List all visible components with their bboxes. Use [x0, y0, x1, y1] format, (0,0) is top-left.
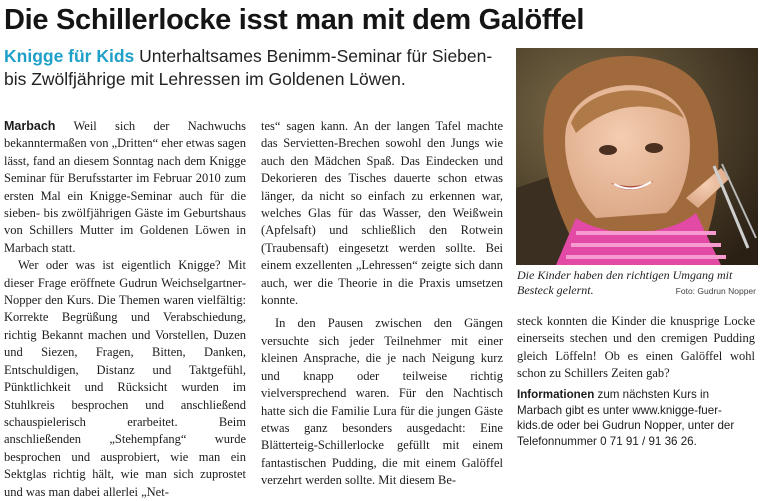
- dateline: Marbach: [4, 119, 56, 133]
- photo-caption: Die Kinder haben den richtigen Umgang mit Besteck gelernt.: [517, 268, 733, 297]
- photo-girl-with-cutlery: [516, 48, 758, 265]
- article-paragraph: steck konnten die Kinder die knusprige Locke einerseits stechen und den cremigen Pudding gleich Löffeln! Ob es einen Galöffel wohl schon zu Schillers Zeiten gab?: [517, 314, 755, 381]
- article-column-1: [4, 118, 247, 499]
- article-paragraph: [4, 118, 246, 257]
- article-photo: [516, 48, 758, 265]
- info-lead: Informationen: [517, 388, 595, 401]
- headline: Die Schillerlocke isst man mit dem Galöffel: [4, 4, 585, 36]
- photo-credit: Foto: Gudrun Nopper: [675, 286, 756, 296]
- paragraph-text: Weil sich der Nachwuchs bekanntermaßen von „Dritten“ eher etwas sagen lässt, fand an diesem Sonntag nach dem Knigge Seminar für Berufsstarter im Februar 2010 zum ersten Mal ein Knigge-Seminar auch für die sieben- bis zwölfjährigen Gäste im Geburtshaus von Schillers Mutter im Goldenen Löwen in Marbach statt.: [4, 119, 247, 255]
- subheadline-text: Unterhaltsames Benimm-Seminar für Sieben- bis Zwölfjährige mit Lehressen im Goldenen Löwen.: [4, 46, 493, 89]
- kicker-label: Knigge für Kids: [4, 46, 135, 66]
- info-box: [517, 387, 757, 449]
- article-column-2: [261, 118, 503, 488]
- article-paragraph: tes“ sagen kann. An der langen Tafel machte das Servietten-Brechen sowohl den Jungs wie auch den Mädchen Spaß. Das Eindecken und Dekorieren des Tisches dauerte schon etwas länger, da nicht so einfach zu erkennen war, welches Glas für das Wasser, den Weißwein (Apfelsaft) und schließlich den Rotwein (Traubensaft) eingesetzt werden sollte. Bei einem exzellenten „Lehressen“ zeigte sich dann auch, wer die Theorie in die Praxis umsetzen konnte.: [261, 119, 503, 308]
- article-column-3: [517, 313, 755, 383]
- info-text: zum nächsten Kurs in Marbach gibt es unter www.knigge-fuer-kids.de oder bei Gudrun Nopper, unter der Telefonnummer 0 71 91 / 91 36 26.: [517, 388, 735, 448]
- subheadline: [4, 45, 504, 91]
- article-paragraph: Wer oder was ist eigentlich Knigge? Mit dieser Frage eröffnete Gudrun Weichselgartner-Nopper den Kurs. Die Themen waren vielfältig: Korrekte Begrüßung und Verabschiedung, richtig Bekannt machen und Vorstellen, Duzen und Siezen, Fragen, Bitten, Danken, Entschuldigen, Distanz und Taktgefühl, Pünktlichkeit und Rücksicht wurden im Stuhlkreis besprochen und anschließend schauspielerisch erarbeitet. Beim anschließenden „Stehempfang“ wurde besprochen und ausprobiert, wie man ein Sektglas richtig hält, wie man sich zuprostet und was man dabei allerlei „Net-: [4, 258, 246, 499]
- article-paragraph: In den Pausen zwischen den Gängen versuchte sich jeder Teilnehmer mit einer kleinen Ansprache, die je nach Neigung kurz und knapp oder teilweise richtig vielversprechend waren. Für den Nachtisch hatte sich die Familie Lura für die jungen Gäste etwas ganz besonders ausgedacht: Eine Blätterteig-Schillerlocke gefüllt mit einem fantastischen Pudding, die mit einem Galöffel verzehrt werden sollte. Mit diesem Be-: [261, 316, 503, 488]
